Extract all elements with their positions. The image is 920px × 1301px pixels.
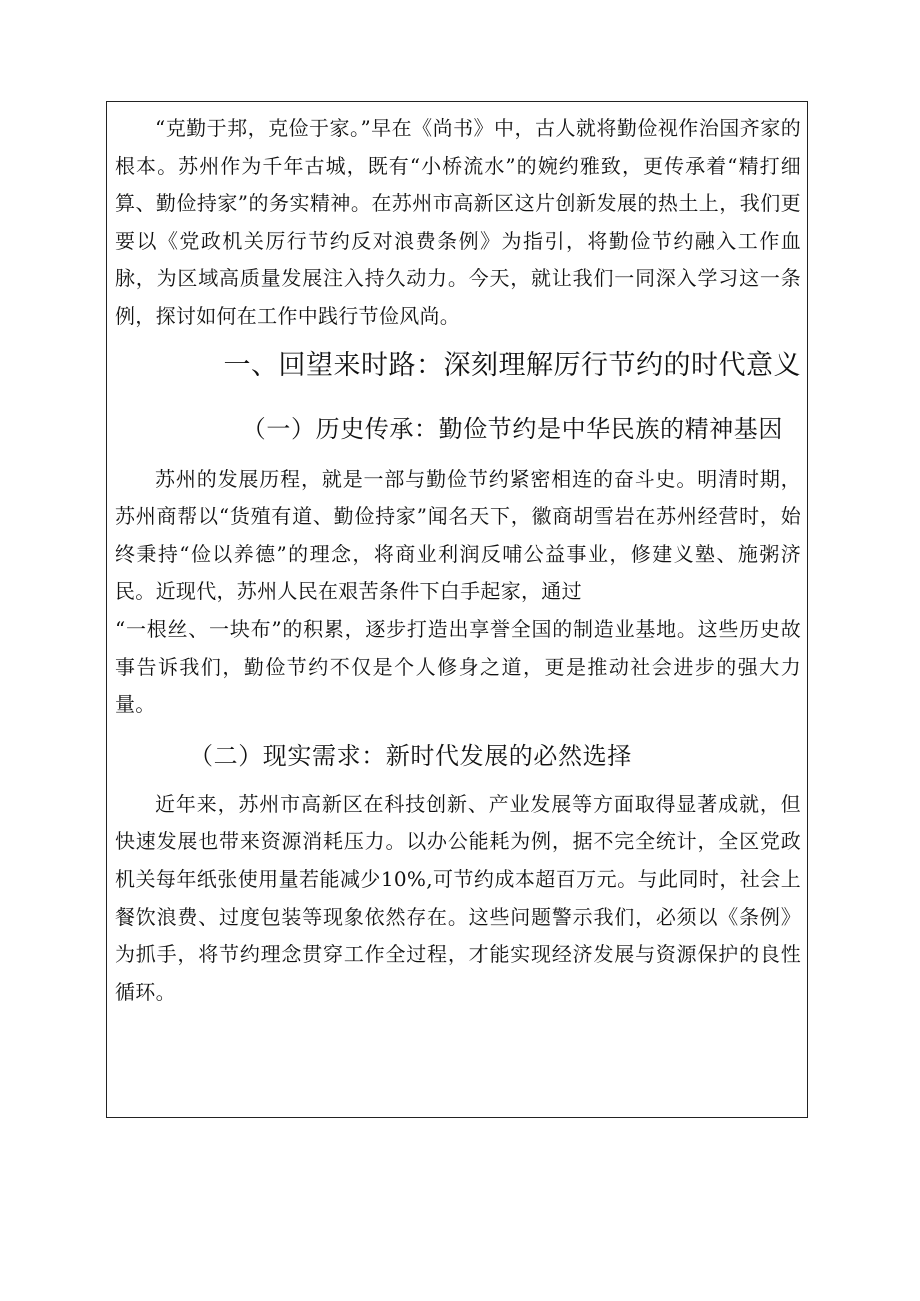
history-paragraph-part2: “一根丝、一块布”的积累，逐步打造出享誉全国的制造业基地。这些历史故事告诉我们，勤俭节约不仅是个人修身之道，更是推动社会进步的强大力量。 (115, 616, 801, 717)
section-heading-1: 一、回望来时路：深刻理解厉行节约的时代意义 (223, 349, 801, 381)
subsection-heading-2: （二）现实需求：新时代发展的必然选择 (189, 741, 632, 770)
document-frame (106, 101, 808, 1118)
history-paragraph-part1: 苏州的发展历程，就是一部与勤俭节约紧密相连的奋斗史。明清时期，苏州商帮以“货殖有道、勤俭持家”闻名天下，徽商胡雪岩在苏州经营时，始终秉持“俭以养德”的理念，将商业利润反哺公益事业，修建义塾、施粥济民。近现代，苏州人民在艰苦条件下白手起家，通过 (115, 466, 801, 604)
intro-paragraph: “克勤于邦，克俭于家。”早在《尚书》中，古人就将勤俭视作治国齐家的根本。苏州作为千年古城，既有“小桥流水”的婉约雅致，更传承着“精打细算、勤俭持家”的务实精神。在苏州市高新区这片创新发展的热土上，我们更要以《党政机关厉行节约反对浪费条例》为指引，将勤俭节约融入工作血脉，为区域高质量发展注入持久动力。今天，就让我们一同深入学习这一条例，探讨如何在工作中践行节俭风尚。 (115, 116, 801, 328)
reality-paragraph: 近年来，苏州市高新区在科技创新、产业发展等方面取得显著成就，但快速发展也带来资源消耗压力。以办公能耗为例，据不完全统计，全区党政机关每年纸张使用量若能减少10%,可节约成本超百万元。与此同时，社会上餐饮浪费、过度包装等现象依然存在。这些问题警示我们，必须以《条例》为抓手，将节约理念贯穿工作全过程，才能实现经济发展与资源保护的良性循环。 (115, 791, 801, 1004)
subsection-heading-1: （一）历史传承：勤俭节约是中华民族的精神基因 (241, 414, 783, 443)
